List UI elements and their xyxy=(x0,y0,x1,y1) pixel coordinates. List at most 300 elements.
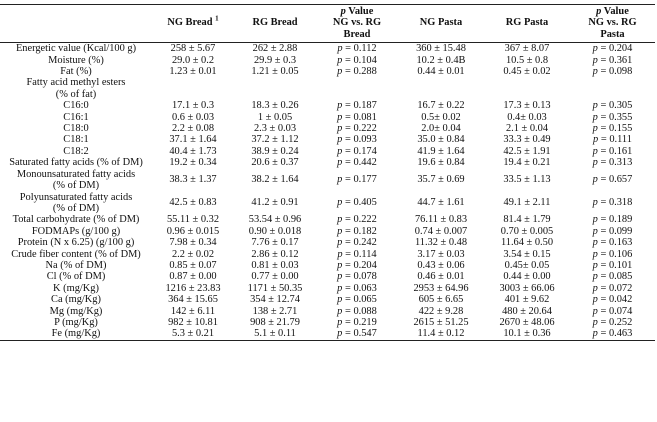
rg-bread-value-text: 20.6 ± 0.37 xyxy=(251,157,299,169)
p-symbol: p xyxy=(337,134,343,146)
p-value-pasta xyxy=(570,123,655,134)
ng-bread-value xyxy=(152,89,234,100)
table-row xyxy=(0,112,655,123)
ng-pasta-value-text: 605 ± 6.65 xyxy=(418,294,464,306)
ng-pasta-value xyxy=(398,271,484,282)
p-value-bread xyxy=(316,134,398,145)
p-value-pasta-text: = 0.163 xyxy=(600,237,633,249)
header-p-value-pasta xyxy=(570,5,655,43)
table-row xyxy=(0,100,655,111)
p-symbol: p xyxy=(592,111,598,123)
table-row xyxy=(0,55,655,66)
table-row xyxy=(0,77,655,88)
p-value-pasta-text: = 0.313 xyxy=(600,157,633,169)
p-value-bread-text: = 0.182 xyxy=(344,225,377,237)
p-value-pasta-text: = 0.204 xyxy=(600,43,633,55)
ng-pasta-value xyxy=(398,66,484,77)
rg-bread-value xyxy=(234,157,316,168)
rg-pasta-value-text: 0.45 ± 0.02 xyxy=(503,66,551,78)
ng-pasta-value-text: 2615 ± 51.25 xyxy=(413,316,469,328)
rg-bread-value xyxy=(234,146,316,157)
rg-bread-value-text: 29.9 ± 0.3 xyxy=(253,54,297,66)
header-p-value-word-bread: Value xyxy=(345,6,374,17)
row-label xyxy=(0,271,152,282)
rg-pasta-value-text: 3003 ± 66.06 xyxy=(499,282,555,294)
rg-pasta-value-text: 401 ± 9.62 xyxy=(504,294,550,306)
p-value-pasta xyxy=(570,306,655,317)
ng-bread-value xyxy=(152,328,234,340)
row-label xyxy=(0,134,152,145)
rg-bread-value xyxy=(234,43,316,55)
p-symbol: p xyxy=(337,259,343,271)
ng-bread-value xyxy=(152,260,234,271)
rg-pasta-value xyxy=(484,43,570,55)
ng-pasta-value-text: 19.6 ± 0.84 xyxy=(417,157,465,169)
row-label-text: Moisture (%) xyxy=(48,54,104,66)
table-body xyxy=(0,43,655,341)
rg-bread-value-text: 53.54 ± 0.96 xyxy=(248,214,302,226)
p-value-pasta xyxy=(570,157,655,168)
ng-pasta-value xyxy=(398,169,484,192)
p-symbol: p xyxy=(592,54,598,66)
rg-pasta-value xyxy=(484,328,570,340)
p-symbol: p xyxy=(337,271,343,283)
p-value-bread xyxy=(316,237,398,248)
header-ng-bread-footnote: 1 xyxy=(215,14,219,23)
rg-bread-value-text: 18.3 ± 0.26 xyxy=(251,100,299,112)
p-value-bread-text: = 0.288 xyxy=(344,66,377,78)
table-header xyxy=(0,5,655,43)
p-symbol: p xyxy=(592,225,598,237)
header-empty-cell xyxy=(0,5,152,43)
rg-pasta-value-text: 19.4 ± 0.21 xyxy=(503,157,551,169)
ng-bread-value-text: 0.96 ± 0.015 xyxy=(166,225,220,237)
p-value-pasta xyxy=(570,66,655,77)
ng-pasta-value xyxy=(398,112,484,123)
p-value-bread-text: = 0.081 xyxy=(344,111,377,123)
p-value-bread-text: = 0.104 xyxy=(344,54,377,66)
ng-pasta-value xyxy=(398,249,484,260)
ng-bread-value xyxy=(152,112,234,123)
rg-pasta-value-text: 480 ± 20.64 xyxy=(502,305,552,317)
table-row xyxy=(0,271,655,282)
rg-bread-value-text: 1.21 ± 0.05 xyxy=(251,66,299,78)
ng-pasta-value-text: 0.44 ± 0.01 xyxy=(417,66,465,78)
p-value-bread xyxy=(316,328,398,340)
p-value-pasta xyxy=(570,100,655,111)
p-symbol: p xyxy=(592,100,598,112)
rg-pasta-value-text: 367 ± 8.07 xyxy=(504,43,550,55)
p-value-bread xyxy=(316,43,398,55)
ng-bread-value-text: 7.98 ± 0.34 xyxy=(169,237,217,249)
rg-bread-value xyxy=(234,134,316,145)
ng-pasta-value-text: 35.7 ± 0.69 xyxy=(417,174,465,186)
row-label xyxy=(0,294,152,305)
p-value-bread-text: = 0.222 xyxy=(344,214,377,226)
p-value-pasta xyxy=(570,89,655,100)
p-value-pasta-text: = 0.361 xyxy=(600,54,633,66)
ng-pasta-value xyxy=(398,328,484,340)
row-label xyxy=(0,283,152,294)
p-value-bread xyxy=(316,169,398,192)
p-symbol: p xyxy=(592,174,598,186)
rg-pasta-value xyxy=(484,214,570,225)
p-symbol: p xyxy=(337,111,343,123)
p-value-pasta xyxy=(570,317,655,328)
ng-bread-value xyxy=(152,237,234,248)
p-value-bread-text: = 0.187 xyxy=(344,100,377,112)
table-row xyxy=(0,237,655,248)
p-symbol: p xyxy=(337,66,343,78)
p-value-bread-text: = 0.405 xyxy=(344,197,377,209)
ng-bread-value xyxy=(152,294,234,305)
p-value-bread xyxy=(316,283,398,294)
row-label-text: C18:1 xyxy=(63,134,89,146)
rg-pasta-value xyxy=(484,260,570,271)
ng-bread-value xyxy=(152,66,234,77)
p-value-bread xyxy=(316,192,398,215)
rg-pasta-value-text: 2670 ± 48.06 xyxy=(499,316,555,328)
row-label-text: C16:1 xyxy=(63,111,89,123)
ng-pasta-value-text: 422 ± 9.28 xyxy=(418,305,464,317)
ng-bread-value-text: 5.3 ± 0.21 xyxy=(171,328,215,340)
p-value-bread xyxy=(316,260,398,271)
p-value-pasta-text: = 0.106 xyxy=(600,248,633,260)
ng-bread-value-text: 2.2 ± 0.08 xyxy=(171,123,215,135)
row-label xyxy=(0,249,152,260)
p-symbol: p xyxy=(592,271,598,283)
rg-bread-value xyxy=(234,328,316,340)
p-symbol: p xyxy=(337,328,343,340)
row-label xyxy=(0,77,152,88)
row-label-text: Protein (N x 6.25) (g/100 g) xyxy=(17,237,135,249)
table-row xyxy=(0,294,655,305)
p-value-bread xyxy=(316,146,398,157)
rg-pasta-value-text: 33.3 ± 0.49 xyxy=(503,134,551,146)
row-label-text-line2: (% of DM) xyxy=(52,180,100,192)
p-value-bread xyxy=(316,226,398,237)
ng-bread-value xyxy=(152,43,234,55)
ng-bread-value-text: 364 ± 15.65 xyxy=(168,294,218,306)
p-value-bread xyxy=(316,89,398,100)
ng-bread-value xyxy=(152,317,234,328)
row-label-text: (% of fat) xyxy=(55,88,97,100)
p-value-pasta xyxy=(570,146,655,157)
p-value-bread xyxy=(316,123,398,134)
ng-bread-value-text: 40.4 ± 1.73 xyxy=(169,145,217,157)
header-rg-bread: RG Bread xyxy=(252,17,298,29)
p-symbol: p xyxy=(337,225,343,237)
rg-bread-value-text: 37.2 ± 1.12 xyxy=(251,134,299,146)
p-value-bread-text: = 0.174 xyxy=(344,145,377,157)
p-symbol: p xyxy=(337,100,343,112)
row-label-text: K (mg/Kg) xyxy=(53,282,99,294)
p-symbol: p xyxy=(337,174,343,186)
p-symbol: p xyxy=(592,328,598,340)
p-value-pasta-text: = 0.355 xyxy=(600,111,633,123)
ng-bread-value-text: 19.2 ± 0.34 xyxy=(169,157,217,169)
p-value-pasta xyxy=(570,271,655,282)
rg-pasta-value-text: 2.1 ± 0.04 xyxy=(505,123,549,135)
rg-pasta-value-text: 0.70 ± 0.005 xyxy=(500,225,554,237)
row-label xyxy=(0,192,152,215)
p-value-pasta-text: = 0.099 xyxy=(600,225,633,237)
rg-pasta-value xyxy=(484,192,570,215)
ng-bread-value-text: 0.87 ± 0.00 xyxy=(169,271,217,283)
p-value-bread-text: = 0.065 xyxy=(344,294,377,306)
ng-pasta-value xyxy=(398,157,484,168)
p-symbol: p xyxy=(593,134,599,146)
ng-pasta-value xyxy=(398,55,484,66)
row-label xyxy=(0,328,152,340)
rg-bread-value-text: 1 ± 0.05 xyxy=(257,111,293,123)
p-value-pasta-text: = 0.189 xyxy=(600,214,633,226)
row-label-text: Polyunsaturated fatty acids xyxy=(19,191,133,203)
ng-pasta-value xyxy=(398,237,484,248)
rg-pasta-value xyxy=(484,123,570,134)
row-label xyxy=(0,66,152,77)
ng-pasta-value-text: 76.11 ± 0.83 xyxy=(414,214,468,226)
p-value-bread xyxy=(316,55,398,66)
row-label xyxy=(0,214,152,225)
p-symbol: p xyxy=(592,145,598,157)
row-label-text: Fatty acid methyl esters xyxy=(26,77,126,89)
p-symbol: p xyxy=(592,248,598,260)
rg-pasta-value xyxy=(484,271,570,282)
rg-bread-value-text: 0.81 ± 0.03 xyxy=(251,259,299,271)
ng-pasta-value-text: 0.46 ± 0.01 xyxy=(417,271,465,283)
ng-pasta-value xyxy=(398,306,484,317)
ng-pasta-value-text: 10.2 ± 0.4B xyxy=(416,54,466,66)
rg-bread-value xyxy=(234,271,316,282)
rg-bread-value-text: 908 ± 21.79 xyxy=(250,316,300,328)
rg-pasta-value xyxy=(484,237,570,248)
rg-pasta-value-text: 17.3 ± 0.13 xyxy=(503,100,551,112)
ng-pasta-value-text: 16.7 ± 0.22 xyxy=(417,100,465,112)
rg-bread-value xyxy=(234,294,316,305)
rg-pasta-value xyxy=(484,112,570,123)
rg-pasta-value-text: 10.5 ± 0.8 xyxy=(505,54,549,66)
p-value-bread-text: = 0.063 xyxy=(344,282,377,294)
ng-pasta-value xyxy=(398,146,484,157)
p-symbol: p xyxy=(337,145,343,157)
p-value-pasta xyxy=(570,112,655,123)
rg-pasta-value xyxy=(484,317,570,328)
rg-bread-value-text: 38.9 ± 0.24 xyxy=(251,145,299,157)
row-label xyxy=(0,317,152,328)
rg-bread-value xyxy=(234,66,316,77)
header-ng-bread-label: NG Bread xyxy=(167,17,213,29)
p-value-pasta-text: = 0.161 xyxy=(600,145,633,157)
table-row xyxy=(0,249,655,260)
table-row xyxy=(0,260,655,271)
rg-pasta-value-text: 42.5 ± 1.91 xyxy=(503,145,551,157)
ng-pasta-value-text: 35.0 ± 0.84 xyxy=(417,134,465,146)
rg-bread-value-text: 1171 ± 50.35 xyxy=(247,282,303,294)
p-value-pasta xyxy=(570,134,655,145)
rg-pasta-value-text: 10.1 ± 0.36 xyxy=(503,328,551,340)
p-symbol: p xyxy=(337,237,343,249)
p-value-pasta xyxy=(570,77,655,88)
rg-bread-value xyxy=(234,317,316,328)
table-row xyxy=(0,66,655,77)
ng-bread-value xyxy=(152,157,234,168)
ng-bread-value-text: 38.3 ± 1.37 xyxy=(169,174,217,186)
ng-pasta-value-text: 0.74 ± 0.007 xyxy=(414,225,468,237)
p-value-pasta-text: = 0.101 xyxy=(600,259,633,271)
ng-pasta-value xyxy=(398,89,484,100)
rg-bread-value xyxy=(234,77,316,88)
ng-bread-value-text: 29.0 ± 0.2 xyxy=(171,54,215,66)
ng-bread-value xyxy=(152,271,234,282)
ng-bread-value xyxy=(152,306,234,317)
p-value-pasta xyxy=(570,260,655,271)
header-ng-bread xyxy=(152,5,234,43)
row-label xyxy=(0,43,152,55)
nutrition-comparison-table xyxy=(0,4,655,341)
rg-pasta-value xyxy=(484,77,570,88)
p-value-pasta xyxy=(570,328,655,340)
row-label-text: C18:2 xyxy=(63,145,89,157)
rg-bread-value-text: 5.1 ± 0.11 xyxy=(254,328,296,340)
ng-bread-value xyxy=(152,214,234,225)
row-label xyxy=(0,237,152,248)
ng-bread-value-text: 1.23 ± 0.01 xyxy=(169,66,217,78)
rg-pasta-value-text: 3.54 ± 0.15 xyxy=(503,248,551,260)
p-value-pasta-text: = 0.111 xyxy=(600,134,632,146)
ng-pasta-value xyxy=(398,294,484,305)
p-symbol: p xyxy=(592,282,598,294)
header-rg-pasta: RG Pasta xyxy=(505,17,549,29)
ng-pasta-value-text: 11.32 ± 0.48 xyxy=(414,237,468,249)
p-value-pasta-text: = 0.074 xyxy=(600,305,633,317)
p-symbol: p xyxy=(592,197,598,209)
rg-bread-value-text: 354 ± 12.74 xyxy=(250,294,300,306)
p-symbol: p xyxy=(337,294,343,306)
table-row xyxy=(0,306,655,317)
ng-pasta-value xyxy=(398,43,484,55)
rg-bread-value xyxy=(234,55,316,66)
row-label-text: Crude fiber content (% of DM) xyxy=(11,248,141,260)
table-row xyxy=(0,192,655,215)
p-symbol: p xyxy=(592,123,598,135)
p-symbol: p xyxy=(337,305,343,317)
rg-pasta-value xyxy=(484,134,570,145)
row-label-text: FODMAPs (g/100 g) xyxy=(31,225,121,237)
p-value-bread xyxy=(316,112,398,123)
rg-pasta-value-text: 0.4± 0.03 xyxy=(507,111,547,123)
p-value-bread xyxy=(316,306,398,317)
ng-pasta-value-text: 360 ± 15.48 xyxy=(416,43,466,55)
p-value-bread xyxy=(316,249,398,260)
ng-bread-value-text: 0.85 ± 0.07 xyxy=(169,259,217,271)
p-value-pasta-text: = 0.072 xyxy=(600,282,633,294)
p-value-bread-text: = 0.088 xyxy=(344,305,377,317)
header-p-italic-pasta: p xyxy=(596,6,602,17)
p-value-pasta xyxy=(570,43,655,55)
p-value-pasta xyxy=(570,192,655,215)
ng-pasta-value xyxy=(398,214,484,225)
p-symbol: p xyxy=(337,248,343,260)
row-label xyxy=(0,100,152,111)
ng-pasta-value xyxy=(398,260,484,271)
row-label-text: Saturated fatty acids (% of DM) xyxy=(9,157,143,169)
p-symbol: p xyxy=(592,259,598,271)
rg-bread-value xyxy=(234,169,316,192)
row-label-text-line2: (% of DM) xyxy=(52,202,100,214)
ng-pasta-value xyxy=(398,123,484,134)
ng-bread-value-text: 1216 ± 23.83 xyxy=(165,282,221,294)
p-value-bread-text: = 0.547 xyxy=(344,328,377,340)
ng-bread-value-text: 2.2 ± 0.02 xyxy=(171,248,215,260)
p-symbol: p xyxy=(592,157,598,169)
p-value-pasta-text: = 0.305 xyxy=(600,100,633,112)
row-label xyxy=(0,123,152,134)
rg-bread-value xyxy=(234,249,316,260)
p-symbol: p xyxy=(592,214,598,226)
ng-bread-value xyxy=(152,226,234,237)
row-label-text: Na (% of DM) xyxy=(45,259,107,271)
p-value-pasta xyxy=(570,55,655,66)
rg-pasta-value xyxy=(484,306,570,317)
rg-pasta-value xyxy=(484,249,570,260)
ng-pasta-value-text: 11.4 ± 0.12 xyxy=(417,328,465,340)
p-symbol: p xyxy=(592,43,598,55)
p-value-bread-text: = 0.078 xyxy=(344,271,377,283)
p-value-bread-text: = 0.204 xyxy=(344,259,377,271)
rg-pasta-value xyxy=(484,294,570,305)
row-label xyxy=(0,146,152,157)
table-row xyxy=(0,169,655,192)
row-label-text: Fe (mg/Kg) xyxy=(51,328,101,340)
ng-pasta-value-text: 2.0± 0.04 xyxy=(421,123,461,135)
row-label xyxy=(0,169,152,192)
rg-bread-value-text: 0.77 ± 0.00 xyxy=(251,271,299,283)
row-label-text: Fat (%) xyxy=(60,66,92,78)
row-label xyxy=(0,112,152,123)
rg-bread-value xyxy=(234,283,316,294)
rg-bread-value-text: 38.2 ± 1.64 xyxy=(251,174,299,186)
p-value-bread xyxy=(316,317,398,328)
row-label-text: Ca (mg/Kg) xyxy=(51,294,101,306)
rg-pasta-value-text: 0.44 ± 0.00 xyxy=(503,271,551,283)
ng-bread-value-text: 258 ± 5.67 xyxy=(170,43,216,55)
row-label-text: Mg (mg/Kg) xyxy=(49,305,103,317)
ng-bread-value-text: 142 ± 6.11 xyxy=(170,305,216,317)
p-value-pasta-text: = 0.252 xyxy=(600,316,633,328)
p-value-pasta-text: = 0.098 xyxy=(600,66,633,78)
ng-pasta-value xyxy=(398,100,484,111)
rg-pasta-value xyxy=(484,146,570,157)
p-value-bread xyxy=(316,100,398,111)
rg-bread-value-text: 262 ± 2.88 xyxy=(252,43,298,55)
p-value-bread-text: = 0.093 xyxy=(344,134,377,146)
table-row xyxy=(0,123,655,134)
p-value-pasta xyxy=(570,249,655,260)
p-symbol: p xyxy=(337,54,343,66)
header-p-value-bread xyxy=(316,5,398,43)
rg-bread-value-text: 138 ± 2.71 xyxy=(252,305,298,317)
ng-bread-value xyxy=(152,249,234,260)
rg-pasta-value xyxy=(484,89,570,100)
rg-pasta-value-text: 81.4 ± 1.79 xyxy=(503,214,551,226)
rg-bread-value xyxy=(234,237,316,248)
p-value-bread-text: = 0.112 xyxy=(345,43,377,55)
row-label-text: P (mg/Kg) xyxy=(54,316,98,328)
p-symbol: p xyxy=(592,237,598,249)
p-value-bread xyxy=(316,294,398,305)
ng-pasta-value xyxy=(398,77,484,88)
